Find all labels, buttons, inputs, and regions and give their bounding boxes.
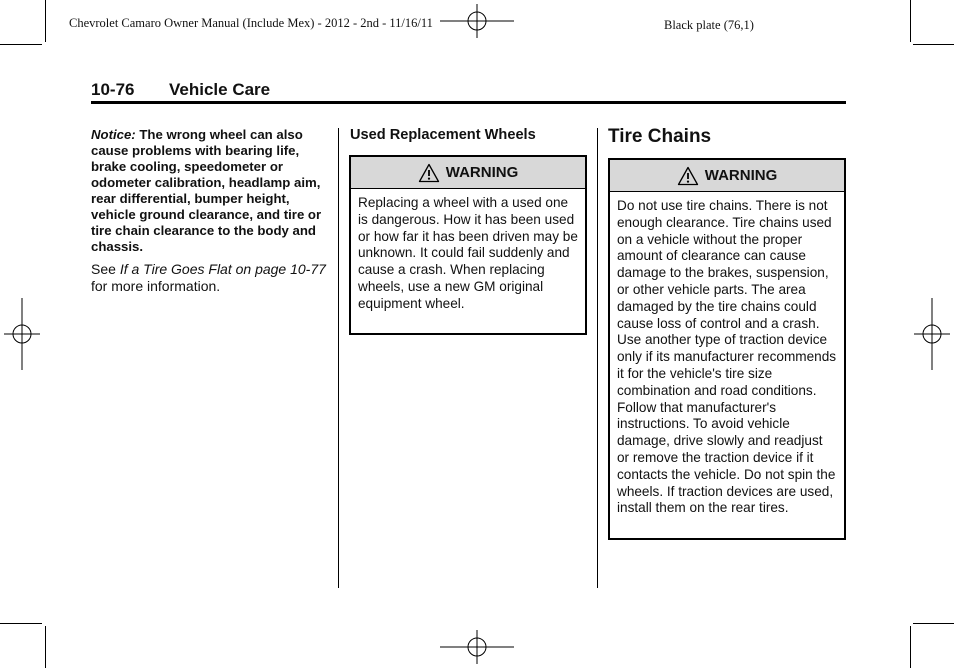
warning-label: WARNING bbox=[704, 167, 778, 184]
crop-mark bbox=[45, 0, 46, 42]
crop-mark bbox=[913, 623, 954, 624]
registration-crosshair-icon bbox=[440, 4, 514, 38]
crop-mark bbox=[913, 44, 954, 45]
see-prefix: See bbox=[91, 261, 120, 277]
warning-text: Do not use tire chains. There is not enough clearance. Tire chains used on a vehicle without the proper amount of clearance can cause damage to the brakes, suspension, or other vehicle parts. The area damaged by the tire chains could cause loss of control and a crash. Use another type of traction device only if its manufacturer recommends it for the vehicle's tire size combination and road conditions. Follow that manufacturer's instructions. To avoid vehicle damage, drive slowly and readjust or remove the traction device if it contacts the vehicle. Do not spin the wheels. If traction devices are used, install them on the rear tires. bbox=[617, 198, 837, 516]
warning-header bbox=[610, 160, 844, 192]
cross-reference-link[interactable]: If a Tire Goes Flat on page 10-77 bbox=[119, 261, 326, 277]
heading-rule bbox=[91, 101, 846, 104]
page-number: 10-76 bbox=[91, 80, 135, 99]
warning-triangle-icon bbox=[418, 163, 440, 183]
see-reference bbox=[91, 261, 331, 295]
warning-triangle-icon bbox=[677, 166, 699, 186]
warning-label: WARNING bbox=[445, 164, 519, 181]
tire-chains-heading: Tire Chains bbox=[608, 126, 712, 147]
warning-header bbox=[351, 157, 585, 189]
crop-mark bbox=[0, 623, 42, 624]
registration-crosshair-icon bbox=[914, 298, 950, 370]
warning-box bbox=[349, 155, 587, 335]
warning-text: Replacing a wheel with a used one is dangerous. How it has been used or how far it has been driven may be unknown. It could fail suddenly and cause a crash. When replacing wheels, use a new GM original equipment wheel. bbox=[358, 195, 578, 311]
notice-label: Notice: bbox=[91, 127, 136, 142]
notice-text: The wrong wheel can also cause problems with bearing life, brake cooling, speedometer or odometer calibration, headlamp aim, rear differential, bumper height, vehicle ground clearance, and tire or tire chain clearance to the body and chassis. bbox=[91, 127, 322, 254]
crop-mark bbox=[45, 626, 46, 668]
warning-box bbox=[608, 158, 846, 540]
notice-paragraph bbox=[91, 127, 331, 255]
used-wheels-heading: Used Replacement Wheels bbox=[350, 127, 536, 143]
column-divider bbox=[338, 128, 339, 588]
section-heading bbox=[91, 80, 270, 100]
crop-mark bbox=[910, 0, 911, 42]
column-divider bbox=[597, 128, 598, 588]
section-title: Vehicle Care bbox=[169, 80, 271, 99]
print-header-title: Chevrolet Camaro Owner Manual (Include Mex) - 2012 - 2nd - 11/16/11 bbox=[69, 16, 433, 30]
crop-mark bbox=[910, 626, 911, 668]
registration-crosshair-icon bbox=[4, 298, 40, 370]
see-suffix: for more information. bbox=[91, 278, 221, 294]
print-header-plate: Black plate (76,1) bbox=[664, 18, 754, 32]
registration-crosshair-icon bbox=[440, 630, 514, 664]
crop-mark bbox=[0, 44, 42, 45]
column-left bbox=[91, 127, 331, 295]
